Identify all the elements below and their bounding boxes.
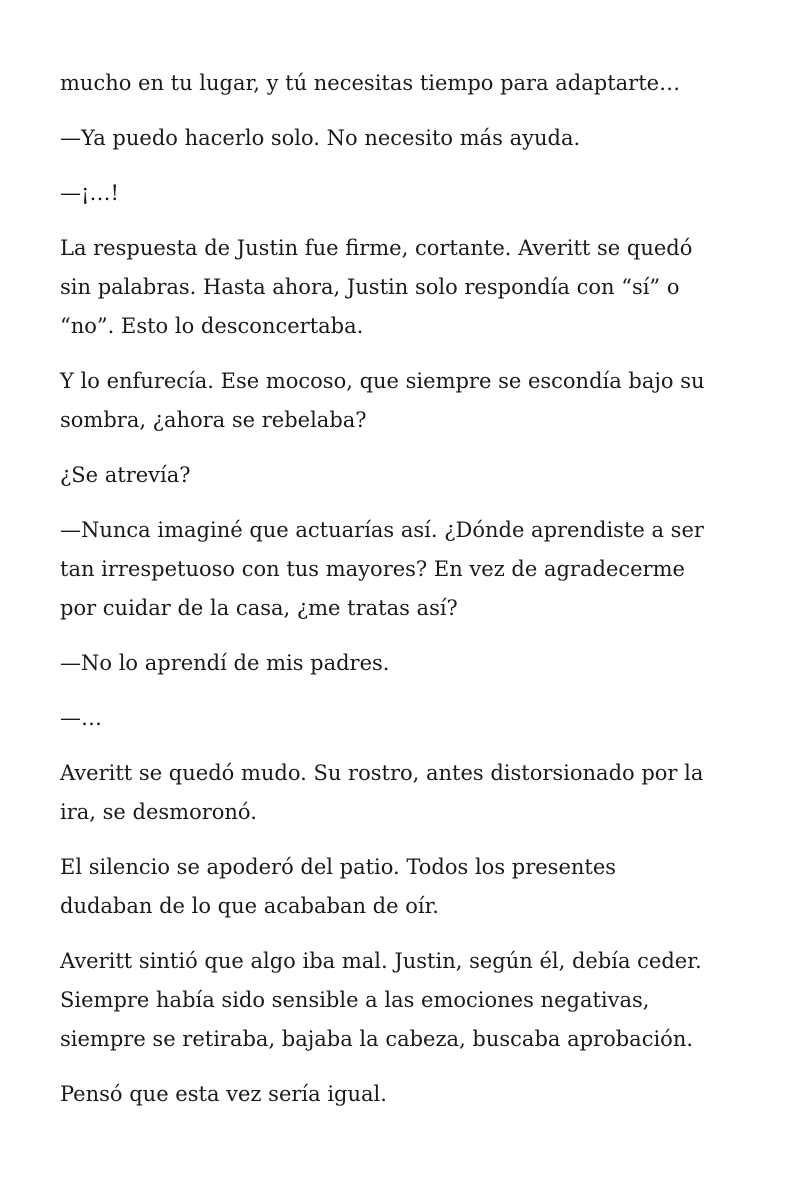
paragraph: —Ya puedo hacerlo solo. No necesito más ayuda. <box>60 126 581 150</box>
paragraph: —… <box>60 706 102 730</box>
paragraph: ¿Se atrevía? <box>60 463 191 487</box>
paragraph: Y lo enfurecía. Ese mocoso, que siempre se escondía bajo su sombra, ¿ahora se rebelaba? <box>60 369 705 432</box>
paragraph: La respuesta de Justin fue firme, cortante. Averitt se quedó sin palabras. Hasta ahora, Justin solo respondía con “sí” o “no”. Esto lo desconcertaba. <box>60 236 693 338</box>
paragraph: —¡…! <box>60 181 119 205</box>
paragraph: Averitt sintió que algo iba mal. Justin, según él, debía ceder. Siempre había sido sensible a las emociones negativas, siempre se retiraba, bajaba la cabeza, buscaba aprobación. <box>60 949 702 1051</box>
paragraph: El silencio se apoderó del patio. Todos los presentes dudaban de lo que acababan de oír. <box>60 855 617 918</box>
paragraph: mucho en tu lugar, y tú necesitas tiempo para adaptarte… <box>60 71 681 95</box>
paragraph: Pensó que esta vez sería igual. <box>60 1082 387 1106</box>
paragraph: —No lo aprendí de mis padres. <box>60 651 390 675</box>
paragraph: Averitt se quedó mudo. Su rostro, antes distorsionado por la ira, se desmoronó. <box>60 761 704 824</box>
paragraph: —Nunca imaginé que actuarías así. ¿Dónde aprendiste a ser tan irrespetuoso con tus mayores? En vez de agradecerme por cuidar de la casa, ¿me tratas así? <box>60 518 704 620</box>
